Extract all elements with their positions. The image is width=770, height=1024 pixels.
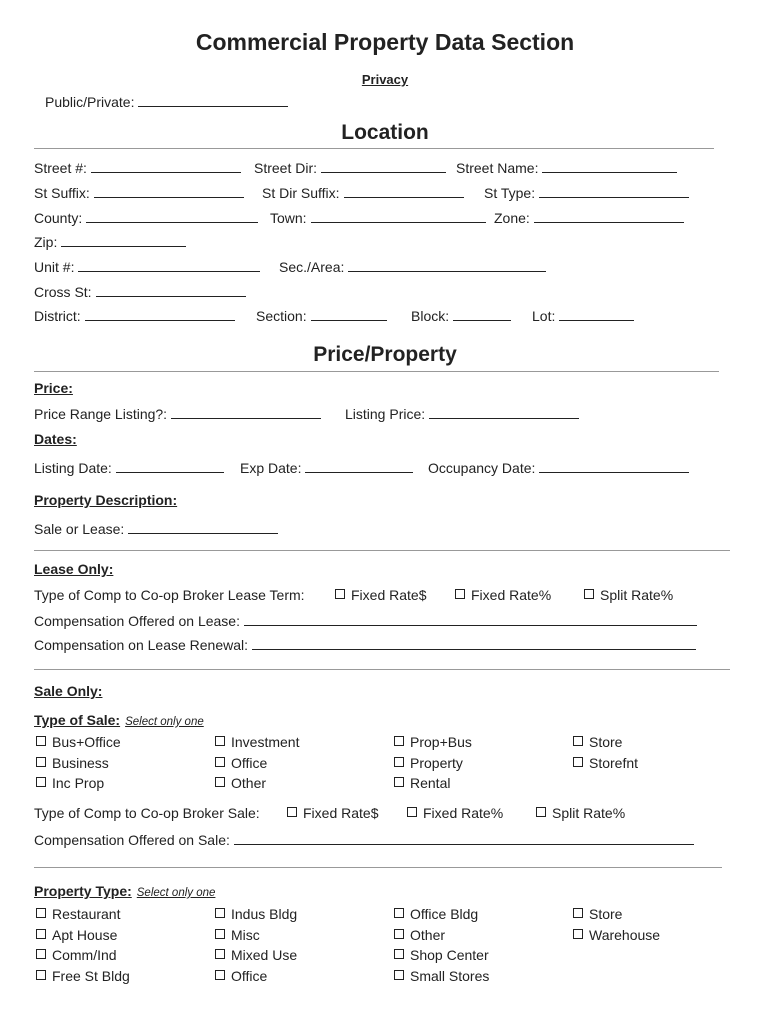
- sale-split-rate-percent-checkbox[interactable]: Split Rate%: [536, 805, 625, 821]
- lease-only-heading: Lease Only:: [34, 561, 114, 577]
- checkbox-icon: [215, 757, 225, 767]
- property-type-office-bldg-checkbox[interactable]: Office Bldg: [394, 906, 478, 922]
- checkbox-icon: [394, 777, 404, 787]
- zip-field[interactable]: Zip:: [34, 232, 186, 250]
- sale-type-storefnt-checkbox[interactable]: Storefnt: [573, 755, 638, 771]
- checkbox-icon: [394, 949, 404, 959]
- property-type-restaurant-checkbox[interactable]: Restaurant: [36, 906, 120, 922]
- sale-divider: [34, 669, 730, 670]
- checkbox-icon: [573, 908, 583, 918]
- checkbox-icon: [335, 589, 345, 599]
- checkbox-icon: [394, 970, 404, 980]
- sec-area-field[interactable]: Sec./Area:: [279, 257, 546, 275]
- checkbox-icon: [584, 589, 594, 599]
- section-field[interactable]: Section:: [256, 306, 387, 324]
- sale-type-bus-office-checkbox[interactable]: Bus+Office: [36, 734, 121, 750]
- checkbox-icon: [36, 929, 46, 939]
- property-type-mixed-use-checkbox[interactable]: Mixed Use: [215, 947, 297, 963]
- location-heading: Location: [341, 121, 429, 144]
- checkbox-icon: [36, 777, 46, 787]
- checkbox-icon: [573, 757, 583, 767]
- lot-field[interactable]: Lot:: [532, 306, 634, 324]
- property-type-small-stores-checkbox[interactable]: Small Stores: [394, 968, 489, 984]
- listing-date-field[interactable]: Listing Date:: [34, 458, 224, 476]
- property-type-office-checkbox[interactable]: Office: [215, 968, 267, 984]
- property-type-free-st-bldg-checkbox[interactable]: Free St Bldg: [36, 968, 130, 984]
- st-dir-suffix-field[interactable]: St Dir Suffix:: [262, 183, 464, 201]
- property-description-heading: Property Description:: [34, 492, 178, 508]
- lease-fixed-rate-percent-checkbox[interactable]: Fixed Rate%: [455, 587, 551, 603]
- sale-type-rental-checkbox[interactable]: Rental: [394, 775, 450, 791]
- lease-compensation-offered-field[interactable]: Compensation Offered on Lease:: [34, 611, 697, 629]
- sale-type-office-checkbox[interactable]: Office: [215, 755, 267, 771]
- listing-price-field[interactable]: Listing Price:: [345, 404, 579, 422]
- checkbox-icon: [394, 757, 404, 767]
- privacy-heading: Privacy: [361, 72, 409, 87]
- property-type-comm-ind-checkbox[interactable]: Comm/Ind: [36, 947, 117, 963]
- property-type-other-checkbox[interactable]: Other: [394, 927, 445, 943]
- property-type-heading: Property Type: Select only one: [34, 883, 216, 899]
- checkbox-icon: [215, 777, 225, 787]
- checkbox-icon: [36, 908, 46, 918]
- unit-number-field[interactable]: Unit #:: [34, 257, 260, 275]
- checkbox-icon: [394, 908, 404, 918]
- checkbox-icon: [536, 807, 546, 817]
- price-property-divider: [34, 371, 719, 372]
- street-dir-field[interactable]: Street Dir:: [254, 158, 446, 176]
- lease-comp-type-label: Type of Comp to Co-op Broker Lease Term:: [34, 587, 305, 603]
- county-field[interactable]: County:: [34, 208, 258, 226]
- exp-date-field[interactable]: Exp Date:: [240, 458, 413, 476]
- checkbox-icon: [455, 589, 465, 599]
- property-type-misc-checkbox[interactable]: Misc: [215, 927, 260, 943]
- property-type-apt-house-checkbox[interactable]: Apt House: [36, 927, 117, 943]
- checkbox-icon: [407, 807, 417, 817]
- checkbox-icon: [36, 949, 46, 959]
- zone-field[interactable]: Zone:: [494, 208, 684, 226]
- property-type-shop-center-checkbox[interactable]: Shop Center: [394, 947, 489, 963]
- location-divider: [34, 148, 714, 149]
- checkbox-icon: [215, 736, 225, 746]
- cross-st-field[interactable]: Cross St:: [34, 282, 246, 300]
- lease-fixed-rate-dollar-checkbox[interactable]: Fixed Rate$: [335, 587, 426, 603]
- type-of-sale-heading: Type of Sale: Select only one: [34, 712, 204, 728]
- checkbox-icon: [573, 929, 583, 939]
- checkbox-icon: [394, 929, 404, 939]
- checkbox-icon: [36, 970, 46, 980]
- price-range-field[interactable]: Price Range Listing?:: [34, 404, 321, 422]
- st-type-field[interactable]: St Type:: [484, 183, 689, 201]
- price-property-heading: Price/Property: [313, 343, 457, 366]
- property-type-store-checkbox[interactable]: Store: [573, 906, 622, 922]
- sale-only-heading: Sale Only:: [34, 683, 103, 699]
- sale-fixed-rate-dollar-checkbox[interactable]: Fixed Rate$: [287, 805, 378, 821]
- sale-or-lease-field[interactable]: Sale or Lease:: [34, 519, 278, 537]
- sale-compensation-offered-field[interactable]: Compensation Offered on Sale:: [34, 830, 694, 848]
- street-name-field[interactable]: Street Name:: [456, 158, 677, 176]
- sale-type-property-checkbox[interactable]: Property: [394, 755, 463, 771]
- checkbox-icon: [36, 757, 46, 767]
- sale-comp-type-label: Type of Comp to Co-op Broker Sale:: [34, 805, 260, 821]
- dates-heading: Dates:: [34, 431, 77, 447]
- sale-type-inc-prop-checkbox[interactable]: Inc Prop: [36, 775, 104, 791]
- block-field[interactable]: Block:: [411, 306, 511, 324]
- property-type-warehouse-checkbox[interactable]: Warehouse: [573, 927, 660, 943]
- sale-type-other-checkbox[interactable]: Other: [215, 775, 266, 791]
- checkbox-icon: [215, 908, 225, 918]
- checkbox-icon: [573, 736, 583, 746]
- checkbox-icon: [36, 736, 46, 746]
- sale-type-investment-checkbox[interactable]: Investment: [215, 734, 299, 750]
- sale-type-business-checkbox[interactable]: Business: [36, 755, 109, 771]
- checkbox-icon: [287, 807, 297, 817]
- public-private-field[interactable]: Public/Private:: [45, 92, 288, 110]
- property-type-divider: [34, 867, 722, 868]
- page-title: Commercial Property Data Section: [195, 29, 575, 55]
- lease-divider: [34, 550, 730, 551]
- checkbox-icon: [215, 949, 225, 959]
- sale-fixed-rate-percent-checkbox[interactable]: Fixed Rate%: [407, 805, 503, 821]
- property-type-indus-bldg-checkbox[interactable]: Indus Bldg: [215, 906, 297, 922]
- checkbox-icon: [215, 970, 225, 980]
- st-suffix-field[interactable]: St Suffix:: [34, 183, 244, 201]
- checkbox-icon: [394, 736, 404, 746]
- sale-type-prop-bus-checkbox[interactable]: Prop+Bus: [394, 734, 472, 750]
- lease-split-rate-percent-checkbox[interactable]: Split Rate%: [584, 587, 673, 603]
- price-heading: Price:: [34, 380, 73, 396]
- district-field[interactable]: District:: [34, 306, 235, 324]
- checkbox-icon: [215, 929, 225, 939]
- street-number-field[interactable]: Street #:: [34, 158, 241, 176]
- sale-type-store-checkbox[interactable]: Store: [573, 734, 622, 750]
- lease-compensation-renewal-field[interactable]: Compensation on Lease Renewal:: [34, 635, 696, 653]
- town-field[interactable]: Town:: [270, 208, 486, 226]
- occupancy-date-field[interactable]: Occupancy Date:: [428, 458, 689, 476]
